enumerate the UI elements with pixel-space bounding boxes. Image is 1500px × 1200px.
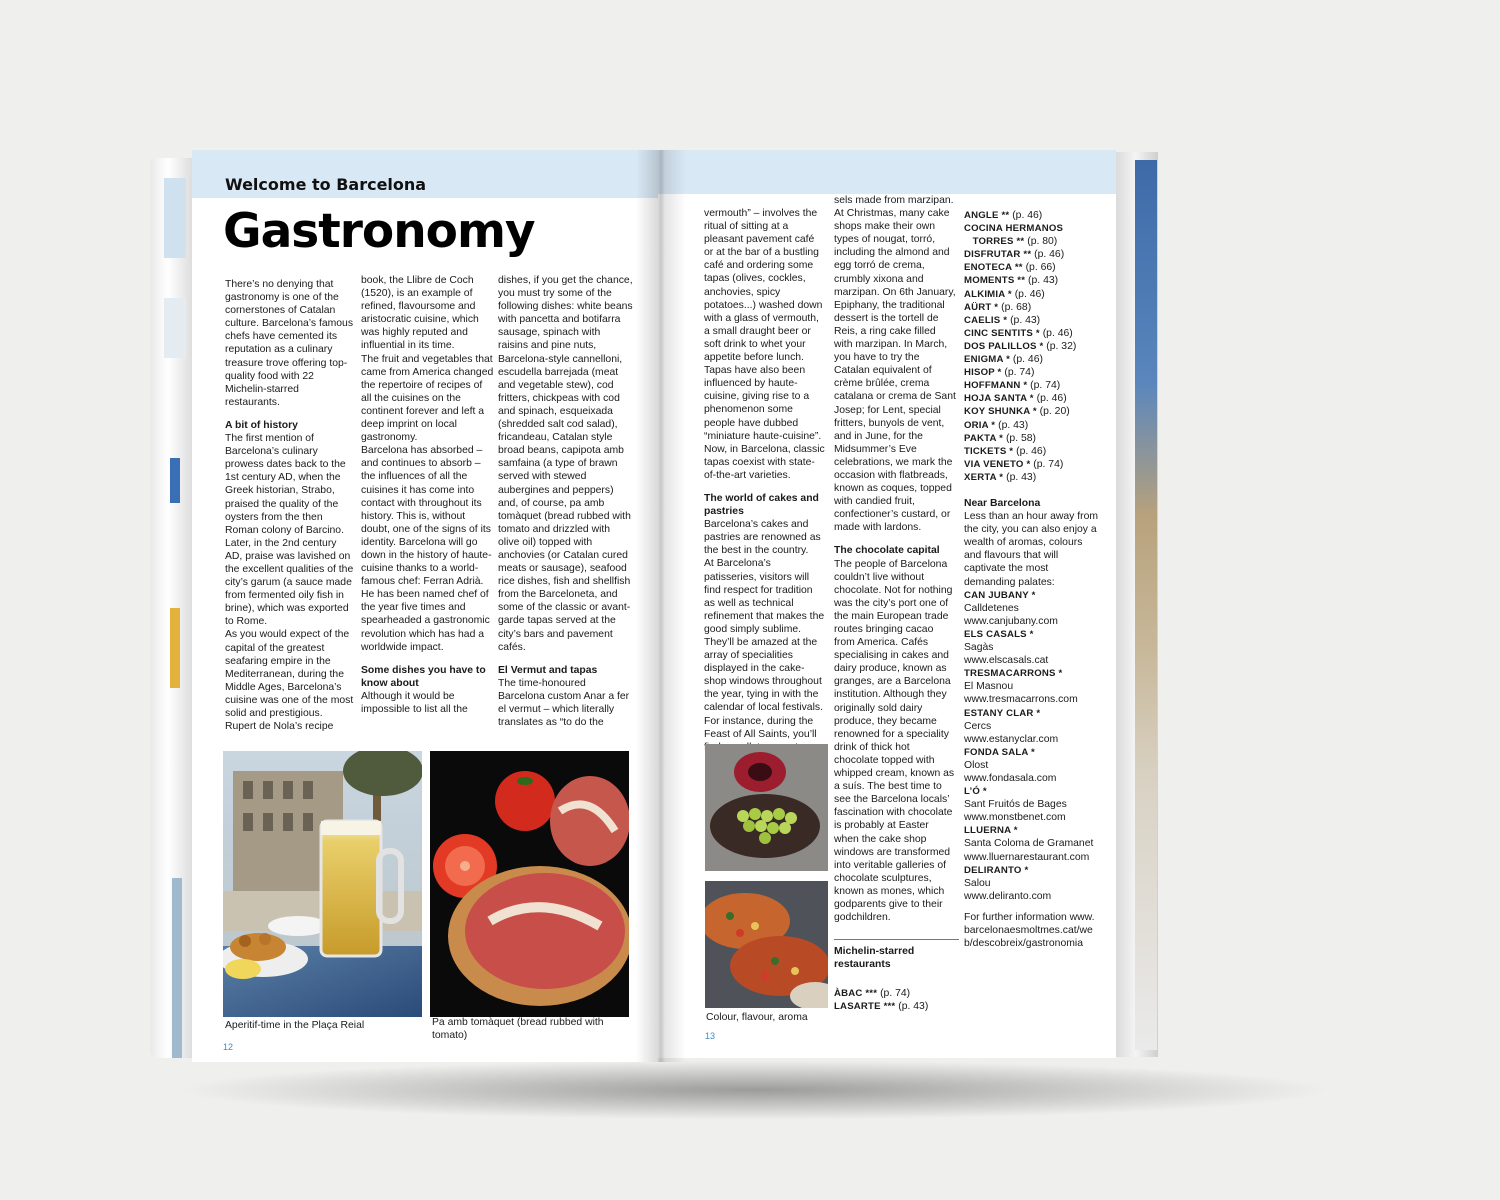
restaurant-name: ALKIMIA * — [964, 288, 1012, 300]
page-ref: (p. 74) — [1001, 367, 1035, 379]
restaurant-entry — [964, 301, 1099, 314]
restaurant-entry — [964, 235, 1099, 248]
subheading: A bit of history — [225, 419, 298, 431]
column-r2 — [834, 194, 956, 924]
subheading: Some dishes you have to know about — [361, 664, 486, 689]
restaurant-entry — [964, 432, 1099, 445]
section-kicker: Welcome to Barcelona — [225, 175, 427, 194]
restaurant-website[interactable]: www.deliranto.com — [964, 890, 1052, 902]
restaurant-entry — [834, 1000, 959, 1013]
page-ref: (p. 20) — [1036, 406, 1070, 418]
restaurant-entry — [964, 327, 1099, 340]
restaurant-website[interactable]: www.estanyclar.com — [964, 733, 1059, 745]
restaurant-entry — [964, 392, 1099, 405]
near-barcelona — [964, 497, 1099, 950]
page-ref: (p. 46) — [1031, 249, 1065, 261]
restaurant-name: TICKETS * — [964, 445, 1014, 457]
restaurant-entry — [964, 288, 1099, 301]
restaurant-name: ELS CASALS * — [964, 628, 1034, 640]
restaurant-entry — [964, 405, 1099, 418]
subheading: The world of cakes and pastries — [704, 492, 819, 518]
caption-pa-amb-tomaquet-text: Pa amb tomàquet (bread rubbed with tomato) — [432, 1017, 604, 1041]
column-r1 — [704, 207, 826, 754]
restaurant-name: ÀBAC *** — [834, 988, 878, 1000]
restaurant-town: Olost — [964, 759, 989, 771]
michelin-list — [964, 209, 1099, 484]
paragraph: As you would expect of the capital of the greatest seafaring empire in the Mediterranean, during the Middle Ages, Barcelona’s cuisine was one of the most solid and prestigious. Rupert de Nola’s recipe — [225, 629, 354, 733]
paragraph: Barcelona’s cakes and pastries are renowned as the best in the country. — [704, 519, 821, 557]
page-ref: (p. 46) — [1033, 393, 1067, 405]
restaurant-town: Santa Coloma de Gramanet — [964, 838, 1094, 850]
restaurant-name: LASARTE *** — [834, 1001, 896, 1013]
restaurant-name: DISFRUTAR ** — [964, 249, 1032, 261]
restaurant-name: HISOP * — [964, 367, 1002, 379]
restaurant-name: DOS PALILLOS * — [964, 340, 1044, 352]
restaurant-name: LLUERNA * — [964, 825, 1018, 837]
photo-coca-image — [705, 881, 828, 1008]
michelin-top-list — [834, 987, 959, 1013]
header-band-right — [658, 150, 1116, 194]
page-ref: (p. 43) — [895, 1001, 929, 1013]
column-1 — [225, 278, 355, 733]
near-intro: Less than an hour away from the city, you can also enjoy a wealth of aromas, colours and flavours that will captivate the most demanding palates: — [964, 511, 1098, 588]
page-ref: (p. 80) — [1024, 236, 1058, 248]
right-page — [658, 150, 1116, 1058]
restaurant-website[interactable]: www.fondasala.com — [964, 772, 1057, 784]
restaurant-name: ENIGMA * — [964, 354, 1011, 366]
page-ref: (p. 58) — [1003, 432, 1036, 444]
page-ref: (p. 74) — [1030, 458, 1064, 470]
restaurant-town: Salou — [964, 877, 991, 889]
restaurant-name: CINC SENTITS * — [964, 327, 1040, 339]
restaurant-name: DELIRANTO * — [964, 864, 1029, 876]
restaurant-name: CAN JUBANY * — [964, 589, 1036, 601]
near-heading: Near Barcelona — [964, 498, 1041, 509]
caption-pa-amb-tomaquet — [432, 1016, 632, 1042]
paragraph: Barcelona has absorbed – and continues to absorb – the influences of all the cuisines it has come into contact with throughout its history. This is, without doubt, one of the signs of its identity. Barcelona will go down in the history of haute-cuisine thanks to a world-famous chef: Ferran Adrià. He has been named chef of the year five times and spearheaded a gastronomic revolution which has had a worldwide impact. — [361, 445, 492, 653]
page-number-left: 12 — [223, 1042, 234, 1052]
restaurant-name: L’Ó * — [964, 786, 987, 798]
page-ref: (p. 46) — [1010, 354, 1043, 366]
restaurant-entry — [964, 445, 1099, 458]
paragraph: book, the Llibre de Coch (1520), is an example of refined, flavoursome and aristocratic cuisine, which was highly reputed and influential in its time. — [361, 275, 479, 352]
restaurant-name: COCINA HERMANOS — [964, 223, 1064, 235]
restaurant-name: CAELIS * — [964, 314, 1008, 326]
restaurant-name: ORIA * — [964, 419, 996, 431]
restaurant-name: KOY SHUNKA * — [964, 406, 1037, 418]
michelin-divider — [834, 939, 959, 940]
page-ref: (p. 43) — [995, 419, 1029, 431]
paragraph: There’s no denying that gastronomy is one of the cornerstones of Catalan culture. Barcelona’s famous chefs have cemented its reputation as a culinary treasure trove offering top-quality food with 22 Michelin-starred restaurants. — [225, 279, 354, 408]
page-ref: (p. 74) — [877, 988, 911, 1000]
michelin-heading: Michelin-starred restaurants — [834, 946, 915, 971]
restaurant-name: HOFFMANN * — [964, 380, 1028, 392]
restaurant-website[interactable]: www.canjubany.com — [964, 615, 1058, 627]
page-ref: (p. 43) — [1007, 314, 1041, 326]
paragraph: The fruit and vegetables that came from America changed the repertoire of recipes of all the cuisines on the continent forever and left a deep imprint on local gastronomy. — [361, 353, 494, 444]
restaurant-town: Calldetenes — [964, 602, 1019, 614]
restaurant-entry — [964, 314, 1099, 327]
column-3 — [498, 274, 633, 729]
page-stack-right — [1113, 152, 1158, 1057]
page-ref: (p. 32) — [1043, 340, 1077, 352]
restaurant-entry — [964, 248, 1099, 261]
restaurant-entry — [964, 419, 1099, 432]
restaurant-entry — [964, 471, 1099, 484]
page-ref: (p. 66) — [1022, 262, 1056, 274]
subheading: The chocolate capital — [834, 545, 940, 557]
page-number-right: 13 — [705, 1031, 716, 1041]
restaurant-entry — [834, 987, 959, 1000]
restaurant-entry — [964, 222, 1099, 235]
restaurant-name: MOMENTS ** — [964, 275, 1026, 287]
restaurant-entry — [964, 261, 1099, 274]
restaurant-name: XERTA * — [964, 471, 1004, 483]
restaurant-name: FONDA SALA * — [964, 746, 1035, 758]
paragraph: sels made from marzipan. At Christmas, many cake shops make their own types of nougat, torró, including the almond and egg torró de crema, crumbly xixona and marzipan. On 6th January, Epiphany, the traditional dessert is the tortell de Reis, a ring cake filled with marzipan. In March, you have to try the Catalan equivalent of crème brûlée, crema catalana or crema de Sant Josep; for Lent, special fritters, bunyols de vent, and in June, for the Midsummer’s Eve celebrations, we mark the occasion with flatbreads, known as coques, topped with candied fruit, confectioner’s custard, or made with lardons. — [834, 195, 956, 534]
restaurant-name: TORRES ** — [964, 236, 1025, 248]
michelin-top — [834, 939, 959, 1013]
paragraph: The people of Barcelona couldn’t live without chocolate. Not for nothing was the city’s port one of the main European trade routes bringing cacao from America. Cafés specialising in cakes and dairy produce, known as granges, are a Barcelona institution. Although they originally sold dairy produce, they became renowned for a speciality drink of thick hot chocolate topped with whipped cream, known as a suís. The best time to see the Barcelona locals’ fascination with chocolate is probably at Easter when the cake shop windows are transformed into veritable galleries of chocolate sculptures, known as mones, which godparents give to their godchildren. — [834, 558, 955, 924]
restaurant-name: PAKTA * — [964, 432, 1004, 444]
restaurant-entry — [964, 274, 1099, 287]
photo-coca — [705, 881, 828, 1008]
restaurant-name: AÜRT * — [964, 301, 999, 313]
paragraph: Although it would be impossible to list all the — [361, 690, 468, 715]
photo-dessert — [705, 744, 828, 871]
restaurant-website[interactable]: www.monstbenet.com — [964, 812, 1066, 824]
photo-pa-amb-tomaquet — [430, 751, 629, 1017]
paragraph: vermouth” – involves the ritual of sitting at a pleasant pavement café or at the bar of a bustling café and ordering some tapas (olives, cockles, anchovies, spicy potatoes...) washed down with a glass of vermouth, a small draught beer or soft drink to whet your appetite before lunch. Tapas have also been influenced by haute-cuisine, giving rise to a phenomenon some people have dubbed “miniature haute-cuisine”. Now, in Barcelona, classic tapas coexist with state-of-the-art varieties. — [704, 208, 825, 481]
photo-pa-amb-tomaquet-image — [430, 751, 629, 1017]
subheading: El Vermut and tapas — [498, 664, 598, 676]
restaurant-entry — [964, 379, 1099, 392]
restaurant-town: Sant Fruitós de Bages — [964, 799, 1067, 811]
page-ref: (p. 46) — [1013, 445, 1047, 457]
page-ref: (p. 74) — [1027, 380, 1061, 392]
page-stack-left — [150, 158, 195, 1058]
caption-aperitif: Aperitif-time in the Plaça Reial — [225, 1020, 365, 1031]
left-page — [192, 150, 658, 1062]
caption-dessert: Colour, flavour, aroma — [706, 1012, 808, 1023]
restaurant-entry — [964, 458, 1099, 471]
photo-aperitif-image — [223, 751, 422, 1017]
page-ref: (p. 46) — [1039, 327, 1073, 339]
page-ref: (p. 68) — [998, 301, 1032, 313]
column-2 — [361, 274, 494, 716]
restaurant-name: ESTANY CLAR * — [964, 707, 1041, 719]
page-title: Gastronomy — [223, 204, 535, 259]
restaurant-name: HOJA SANTA * — [964, 393, 1034, 405]
page-ref: (p. 46) — [1009, 210, 1043, 221]
photo-aperitif — [223, 751, 422, 1017]
near-list — [964, 589, 1099, 903]
further-info: For further information www.barcelonaesmoltmes.cat/web/descobreix/gastronomia — [964, 911, 1095, 950]
restaurant-entry — [964, 366, 1099, 379]
restaurant-entry — [964, 209, 1099, 222]
restaurant-town: Cercs — [964, 720, 992, 732]
restaurant-name: ENOTECA ** — [964, 262, 1023, 274]
restaurant-website[interactable]: www.tresmacarrons.com — [964, 694, 1078, 706]
restaurant-town: El Masnou — [964, 681, 1014, 693]
page-ref: (p. 43) — [1025, 275, 1059, 287]
paragraph: At Barcelona’s patisseries, visitors will find respect for tradition as well as technical refinement that makes the good simply sublime. They’ll be amazed at the array of specialities displayed in the cake-shop windows throughout the year, tying in with the calendar of local festivals. For instance, during the Feast of All Saints, you’ll — [704, 558, 825, 740]
paragraph: The first mention of Barcelona’s culinary prowess dates back to the 1st century AD, when the Greek historian, Strabo, praised the quality of the oysters from the then Roman colony of Barcino. Later, in the 2nd century AD, praise was lavished on the excellent qualities of the city’s garum (a sauce made from fermented oily fish in brine), which was exported to Rome. — [225, 433, 354, 628]
restaurant-entry — [964, 340, 1099, 353]
next-page-photo-edge — [1135, 160, 1157, 1050]
restaurant-name: VIA VENETO * — [964, 458, 1031, 470]
book-shadow — [175, 1060, 1335, 1120]
restaurant-entry — [964, 353, 1099, 366]
paragraph: The time-honoured Barcelona custom Anar a fer el vermut – which literally translates as “to do the — [498, 677, 630, 729]
paragraph: dishes, if you get the chance, you must try some of the following dishes: white beans with pancetta and botifarra sausage, spinach with raisins and pine nuts, Barcelona-style cannelloni, escudella barrejada (meat and vegetable stew), cod fritters, chickpeas with cod and spinach, esqueixada (shredded salt cod salad), fricandeau, Catalan style broad beans, capipota amb samfaina (a type of brawn served with stewed aubergines and peppers) and, of course, pa amb tomàquet (bread rubbed with tomato and drizzled with olive oil) topped with anchovies (or Catalan cured meats or sausage), seafood rice dishes, fish and shellfish from the Barceloneta, and some of the classic or avant-garde tapas served at the city’s bars and pavement cafés. — [498, 275, 633, 653]
restaurant-name: ANGLE ** — [964, 210, 1010, 221]
page-ref: (p. 43) — [1003, 471, 1037, 483]
page-ref: (p. 46) — [1011, 288, 1045, 300]
restaurant-town: Sagàs — [964, 642, 994, 654]
photo-dessert-image — [705, 744, 828, 871]
restaurant-website[interactable]: www.lluernarestaurant.com — [964, 851, 1090, 863]
restaurant-name: TRESMACARRONS * — [964, 668, 1063, 680]
restaurant-website[interactable]: www.elscasals.cat — [964, 655, 1049, 667]
